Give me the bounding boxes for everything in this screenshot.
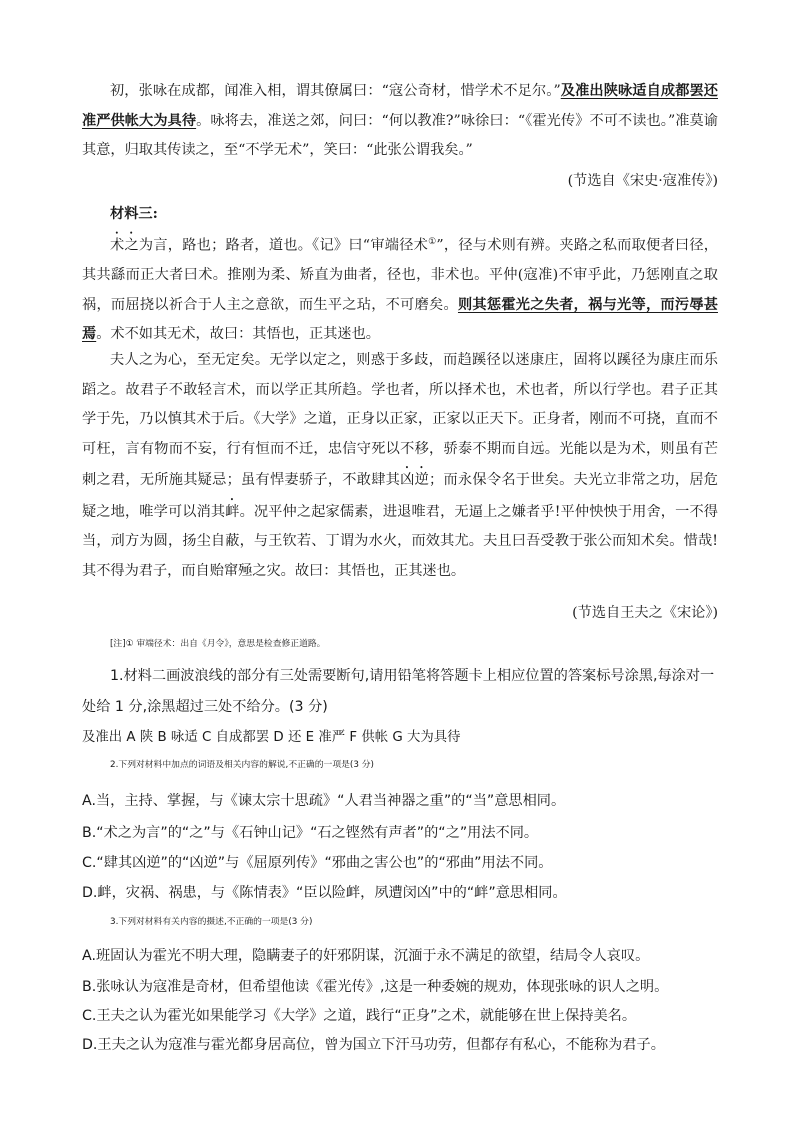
material3-p1-text-d: 。术不如其无术，故曰：其悟也，正其迷也。 — [96, 326, 380, 343]
material2-text-a: 初，张咏在成都，闻准入相，谓其僚属曰：“寇公奇材，惜学术不足尔。” — [110, 83, 561, 99]
material3-p1-text-a: 为言，路也；路者，道也。《记》曰“审端径术 — [138, 237, 429, 254]
question-2-option-a: A.当，主持、掌握，与《谏太宗十思疏》“人君当神器之重”的“当”意思相同。 — [82, 793, 566, 809]
question-3-option-b: B.张咏认为寇准是奇材，但希望他读《霍光传》,这是一种委婉的规劝，体现张咏的识人之明。 — [82, 979, 669, 995]
material3-underlined-sentence: 则其惩霍光之失者，祸与光等，而污辱甚焉 — [82, 296, 718, 343]
material3-p2-text-c: 。况平仲之起家儒素，进退唯君，无逼上之嫌者乎!平仲怏怏于用舍，一不得当，刓方为圆，扬尘自蔽，与王钦若、丁谓为水火，而效其尤。夫且曰吾受教于张公而知术矣。惜哉!其不得为君子，而自贻窜殛之灾。故曰：其悟也，正其迷也。 — [82, 503, 718, 579]
footnote-marker: ① — [428, 237, 437, 247]
material2-source: (节选自《宋史·寇准传》) — [567, 173, 718, 189]
material2-paragraph — [82, 77, 718, 166]
question-3-option-c: C.王夫之认为霍光如果能学习《大学》之道，践行“正身”之术，就能够在世上保持美名。 — [82, 1008, 637, 1024]
question-1-options: 及准出 A 陕 B 咏适 C 自成都罢 D 还 E 准严 F 供帐 G 大为具待 — [82, 730, 461, 745]
material3-p1-text-b: ”，径与术则有辨。夹路之私而取便者曰径，其共繇而正大者曰术。推刚为柔、矫直为曲者，径也，非术也。平仲(寇准)不审乎此，乃惩刚直之取祸，而屈挠以祈合于人主之意欲，而生平之玷，不可磨矣。 — [82, 237, 718, 313]
question-1 — [82, 661, 718, 723]
material3-source: (节选自王夫之《宋论》) — [572, 605, 718, 621]
material3-p2-text-b: ；而永保令名于世矣。夫光立非常之功，居危疑之地，唯学可以消其 — [82, 472, 718, 520]
dotted-word-shu-zhi: 术之 — [110, 237, 139, 254]
annotation-note: [注]① 审端径术：出自《月令》，意思是检查修正道路。 — [110, 639, 326, 649]
question-3-option-d: D.王夫之认为寇准与霍光都身居高位，曾为国立下汗马功劳，但都存有私心，不能称为君子。 — [82, 1037, 665, 1053]
question-2-text: 2.下列对材料中加点的词语及相关内容的解说,不正确的一项是(3 分) — [110, 760, 374, 770]
question-2-option-d: D.衅，灾祸、祸患，与《陈情表》“臣以险衅，夙遭闵凶”中的“衅”意思相同。 — [82, 885, 567, 901]
question-2-option-b: B.“术之为言”的“之”与《石钟山记》“石之铿然有声者”的“之”用法不同。 — [82, 825, 539, 841]
material3-paragraph-2 — [82, 346, 718, 586]
material3-heading: 材料三: — [110, 206, 158, 222]
material2-wavy-passage: 及准出陕咏适自成都罢还准严供帐大为具待 — [82, 83, 718, 129]
material3-p2-text-a: 夫人之为心，至无定矣。无学以定之，则惑于多歧，而趋蹊径以迷康庄，固将以蹊径为康庄而乐蹈之。故君子不敢轻言术，而以学正其所趋。学也者，所以择术也，术也者，所以行学也。君子正其学于先，乃以慎其术于后。《大学》之道，正身以正家，正家以正天下。正身者，刚而不可挠，直而不可枉，言有物而不妄，行有恒而不迁，忠信守死以不移，骄泰不期而自远。光能以是为术，则虽有芒刺之君，无所施其疑忌；虽有悍妻骄子，不敢肆其 — [82, 352, 718, 488]
question-3-option-a: A.班固认为霍光不明大理，隐瞒妻子的奸邪阴谋，沉湎于永不满足的欲望，结局令人哀叹。 — [82, 948, 650, 964]
question-1-text: 1.材料二画波浪线的部分有三处需要断句,请用铅笔将答题卡上相应位置的答案标号涂黑,每涂对一处给 1 分,涂黑超过三处不给分。(3 分) — [82, 668, 715, 715]
dotted-word-xiong-ni: 凶逆 — [400, 472, 430, 488]
dotted-word-xin: 衅 — [225, 503, 240, 520]
question-2-option-c: C.“肆其凶逆”的“凶逆”与《屈原列传》“邪曲之害公也”的“邪曲”用法不同。 — [82, 855, 553, 871]
material2-text-c: 。咏将去，准送之郊，问曰：“何以教准?”咏徐曰：“《霍光传》不可不读也。”准莫谕其意，归取其传读之，至“不学无术”，笑曰：“此张公谓我矣。” — [82, 112, 718, 158]
material3-paragraph-1 — [82, 228, 718, 350]
question-3-text: 3.下列对材料有关内容的摄述,不正确的一项是(3 分) — [110, 917, 313, 927]
